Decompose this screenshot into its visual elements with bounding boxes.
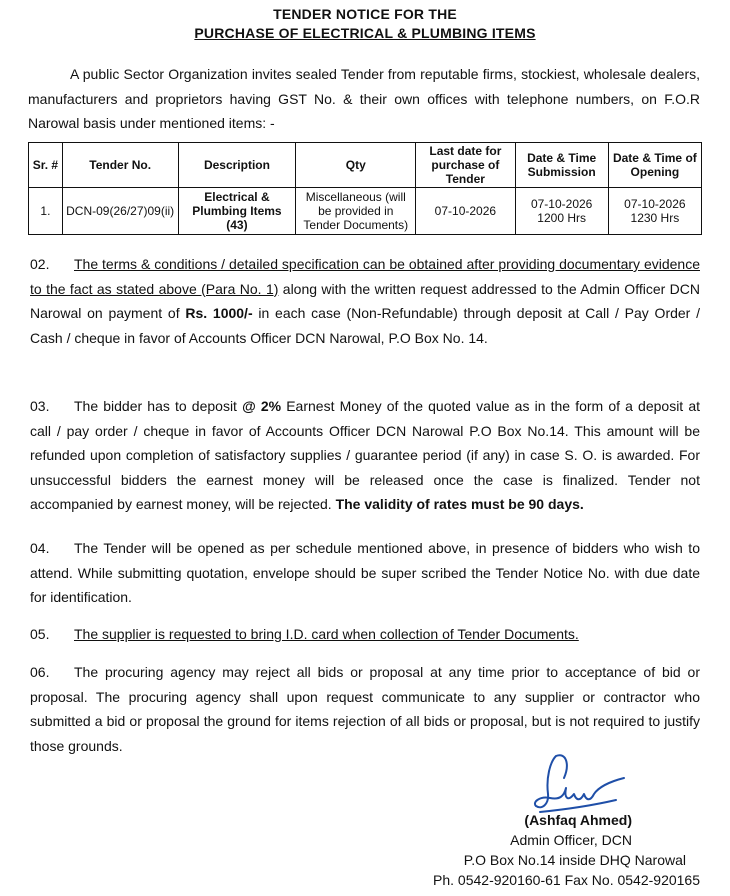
tender-table <box>28 142 702 235</box>
paragraph-02-underlined: The terms & conditions / detailed specification can be obtained after providing documentary evidence to the fact as stated above (Para No. 1) <box>30 256 700 297</box>
paragraph-05-text: The supplier is requested to bring I.D. card when collection of Tender Documents. <box>74 626 579 642</box>
notice-title-line2 <box>0 25 730 41</box>
cell-sr: 1. <box>29 188 63 235</box>
header-qty: Qty <box>296 143 416 188</box>
header-sr: Sr. # <box>29 143 63 188</box>
signatory-name: (Ashfaq Ahmed) <box>524 812 632 828</box>
cell-description: Electrical & Plumbing Items (43) <box>178 188 296 235</box>
signatory-designation: Admin Officer, DCN <box>510 832 632 848</box>
cell-last-date: 07-10-2026 <box>416 188 515 235</box>
paragraph-06-number: 06. <box>30 664 50 680</box>
paragraph-03-rate: @ 2% <box>242 398 282 414</box>
header-last-date: Last date for purchase of Tender <box>416 143 515 188</box>
notice-title-line1: TENDER NOTICE FOR THE <box>273 6 457 22</box>
paragraph-04-text: The Tender will be opened as per schedule mentioned above, in presence of bidders who wish to attend. While submitting quotation, envelope should be super scribed the Tender Notice No. with due date for identification. <box>30 540 700 605</box>
header-submission: Date & Time Submission <box>515 143 608 188</box>
paragraph-03-validity: The validity of rates must be 90 days. <box>335 496 584 512</box>
signatory-phone: Ph. 0542-920160-61 Fax No. 0542-920165 <box>433 872 700 888</box>
header-opening: Date & Time of Opening <box>608 143 701 188</box>
paragraph-02-end: in each case (Non-Refundable) through deposit at Call / Pay Order / Cash / cheque in favor of Accounts Officer DCN Narowal, P.O Box No. 14. <box>30 305 700 346</box>
paragraph-03-mid: Earnest Money of the quoted value as in the form of a deposit at call / pay order / cheque in favor of Accounts Officer DCN Narowal P.O Box No.14. This amount will be refunded upon completion of satisfactory supplies / guarantee period (if any) in case S. O. is awarded. For unsuccessful bidders the earnest money will be released once the case is finalized. Tender not accompanied by earnest money, will be rejected. <box>30 398 700 512</box>
paragraph-05 <box>30 622 700 647</box>
signature-block <box>433 810 700 890</box>
paragraph-03-start: The bidder has to deposit <box>74 398 243 414</box>
tender-table-header-row <box>29 143 702 188</box>
paragraph-02-number: 02. <box>30 256 50 272</box>
signatory-address: P.O Box No.14 inside DHQ Narowal <box>463 852 686 868</box>
cell-opening: 07-10-2026 1230 Hrs <box>608 188 701 235</box>
paragraph-06 <box>30 660 700 758</box>
paragraph-06-text: The procuring agency may reject all bids or proposal at any time prior to acceptance of bid or proposal. The procuring agency shall upon request communicate to any supplier or contractor who submitted a bid or proposal the ground for items rejection of all bids or proposal, but is not required to justify those grounds. <box>30 664 700 754</box>
table-row <box>29 188 702 235</box>
paragraph-02-fee: Rs. 1000/- <box>185 305 253 321</box>
cell-tender-no: DCN-09(26/27)09(ii) <box>62 188 178 235</box>
paragraph-02 <box>30 252 700 350</box>
header-tender-no: Tender No. <box>62 143 178 188</box>
paragraph-05-number: 05. <box>30 626 50 642</box>
notice-title-line2-text: PURCHASE OF ELECTRICAL & PLUMBING ITEMS <box>194 25 536 41</box>
cell-qty: Miscellaneous (will be provided in Tender Documents) <box>296 188 416 235</box>
header-description: Description <box>178 143 296 188</box>
intro-paragraph: A public Sector Organization invites sealed Tender from reputable firms, stockiest, wholesale dealers, manufacturers and proprietors having GST No. & their own offices with telephone numbers, on F.O.R Narowal basis under mentioned items: - <box>28 66 700 131</box>
cell-submission: 07-10-2026 1200 Hrs <box>515 188 608 235</box>
paragraph-03-number: 03. <box>30 398 50 414</box>
paragraph-02-mid: along with the written request addressed to the Admin Officer DCN Narowal on payment of <box>30 280 700 321</box>
paragraph-04 <box>30 536 700 610</box>
paragraph-04-number: 04. <box>30 540 50 556</box>
paragraph-03 <box>30 394 700 517</box>
